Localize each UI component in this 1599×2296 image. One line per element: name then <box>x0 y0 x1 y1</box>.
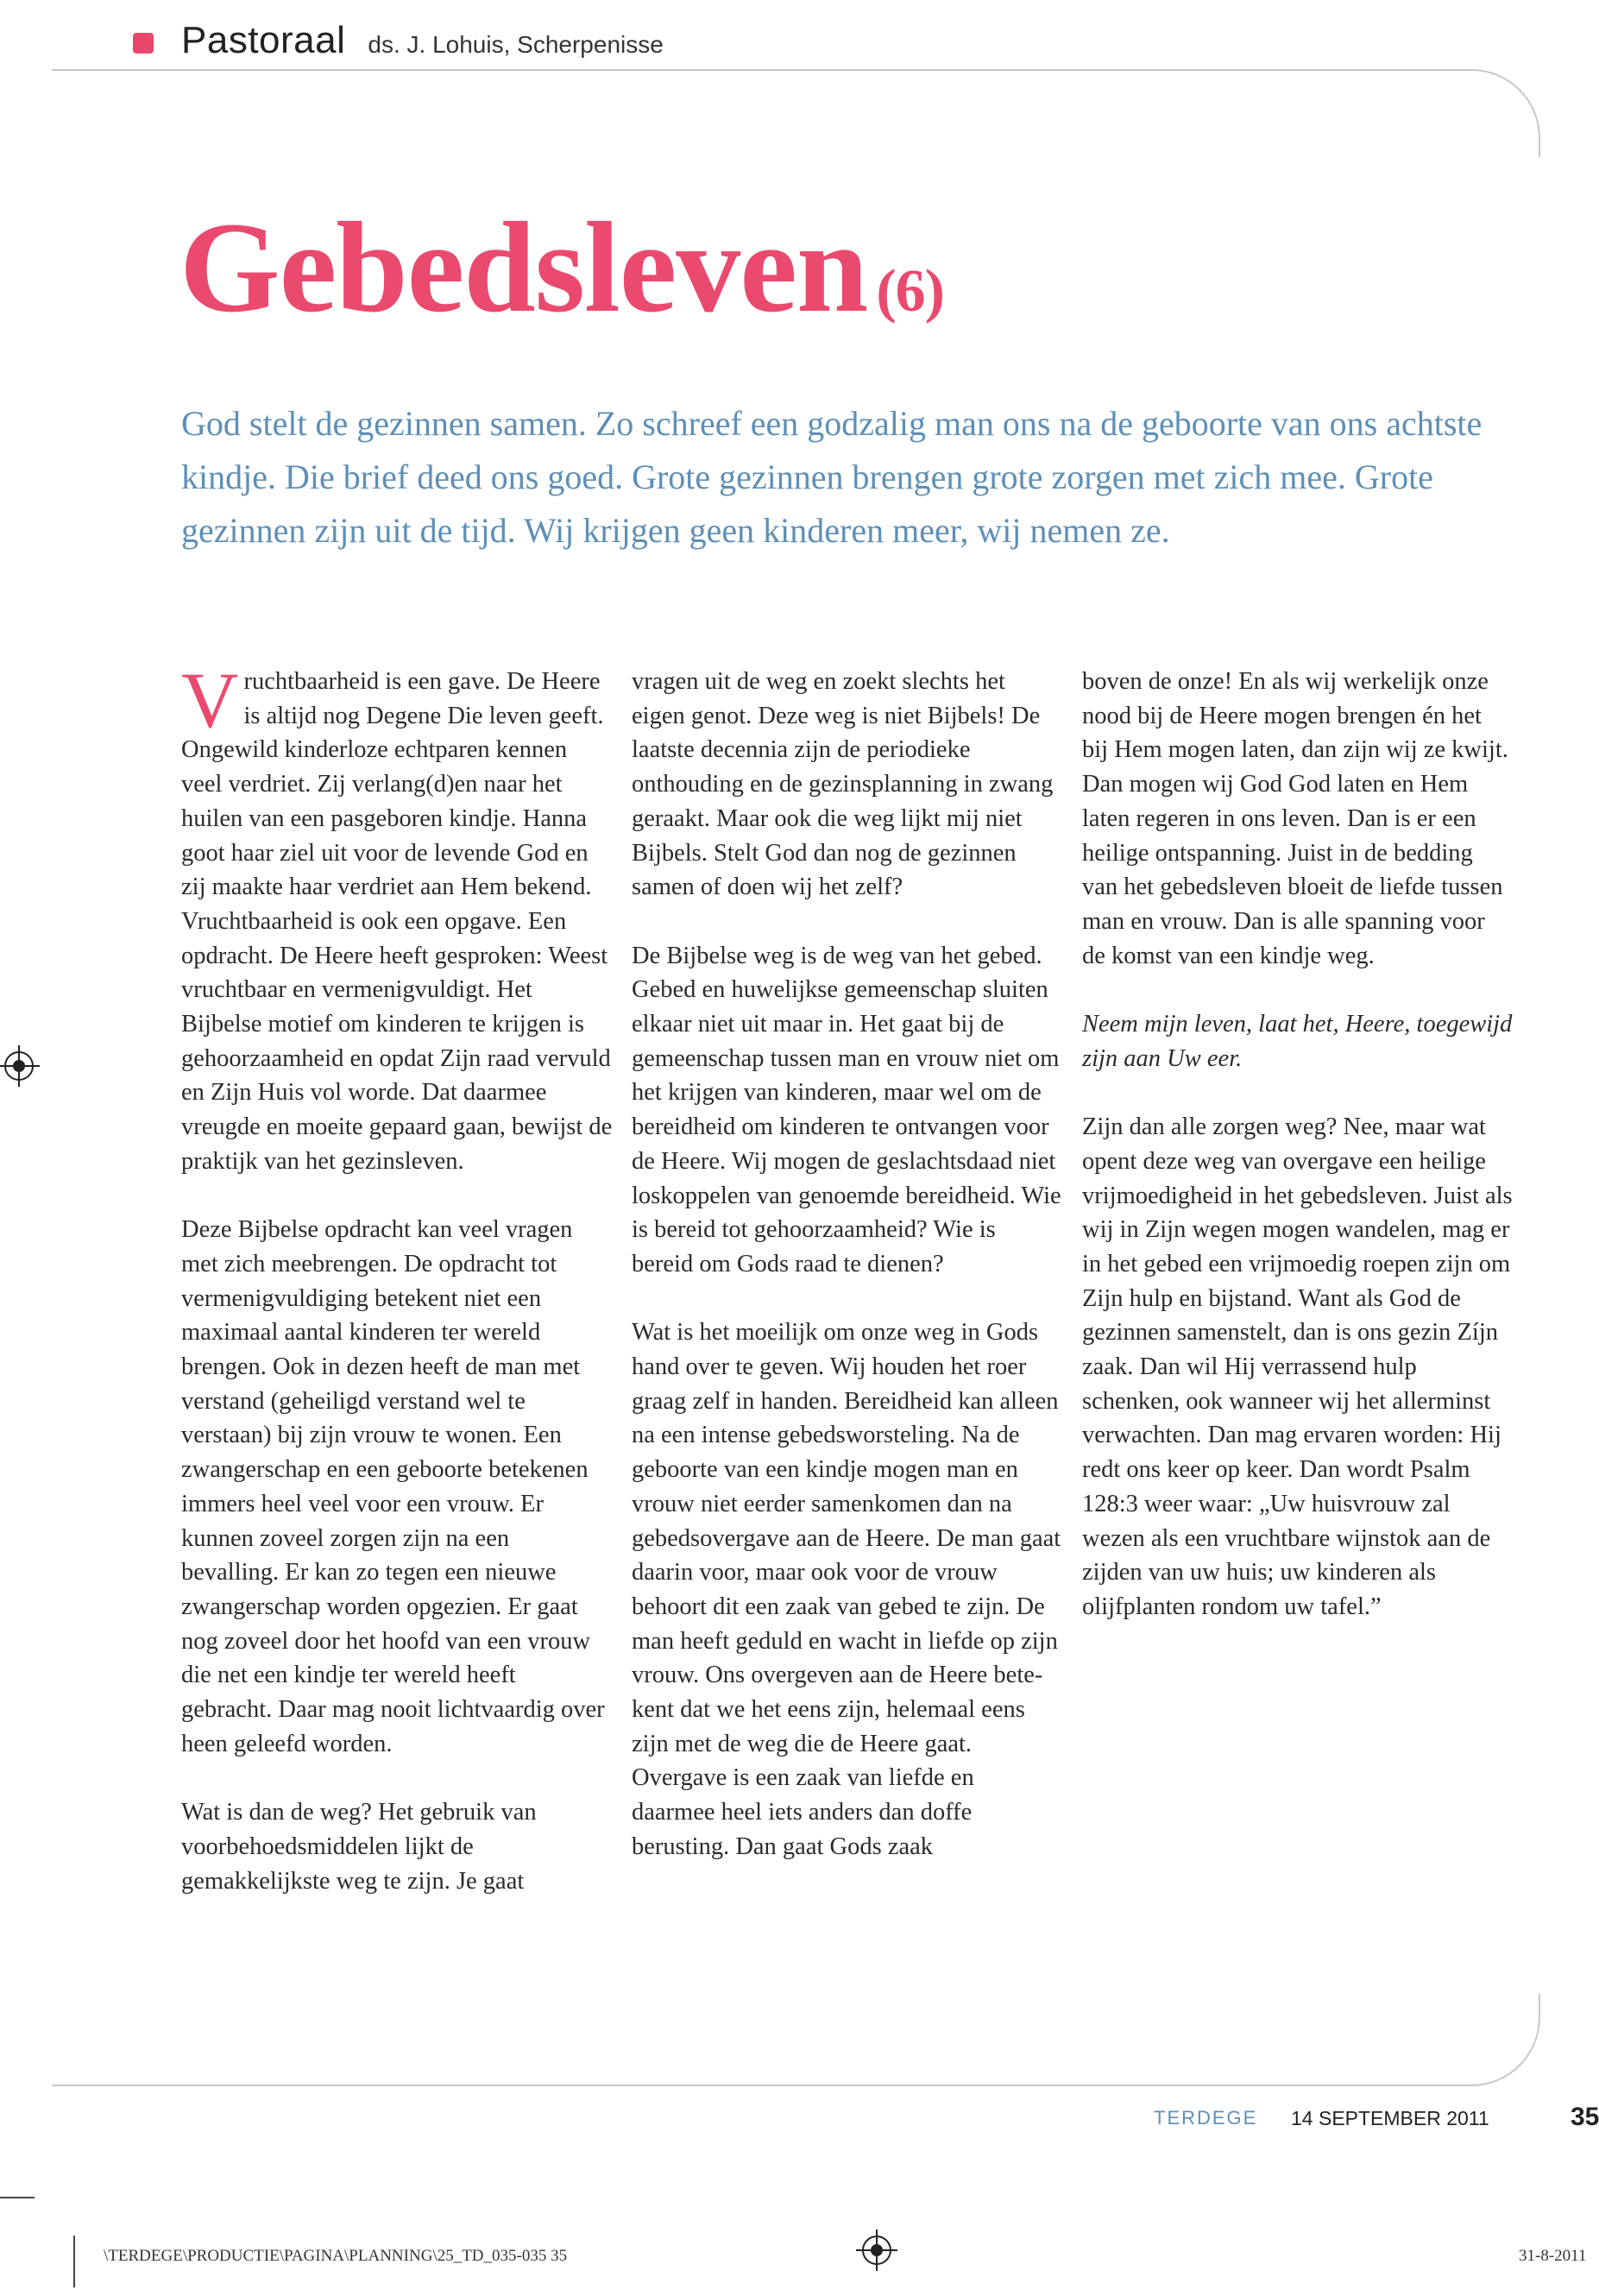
title-number: (6) <box>876 258 944 325</box>
author-byline: ds. J. Lohuis, Scherpenisse <box>368 31 664 58</box>
paragraph: Vruchtbaarheid is ook een opgave. Een opdracht. De Heere heeft gesproken: Weest vruchtbaar en vermenigvuldigt. Het Bijbelse motief om kinderen te krijgen is gehoorzaamheid en opdat Zijn raad vervuld en Zijn Huis vol worde. Dat daarmee vreugde en moeite gepaard gaan, bewijst de praktijk van het gezinsleven. <box>181 907 613 1175</box>
page-frame-top <box>52 69 1540 157</box>
paragraph: De Bijbelse weg is de weg van het gebed. Gebed en huwelijkse gemeenschap sluiten elkaar niet uit maar in. Het gaat bij de gemeenschap tussen man en vrouw niet om het krijgen van kinderen, maar wel om de bereidheid om kinderen te ontvangen voor de Heere. Wij mogen de geslachtsdaad niet loskoppelen van genoemde bereidheid. Wie is bereid tot gehoorzaamheid? Wie is bereid om Gods raad te dienen? <box>632 942 1061 1277</box>
paragraph: boven de onze! En als wij werkelijk onze nood bij de Heere mogen brengen én het bij Hem mogen laten, dan zijn wij ze kwijt. Dan mogen wij God God laten en Hem laten regeren in ons leven. Dan is er een heilige ontspanning. Juist in de bedding van het gebedsleven bloeit de liefde tussen man en vrouw. Dan is alle spanning voor de komst van een kindje weg. <box>1082 668 1508 969</box>
issue-date: 14 SEPTEMBER 2011 <box>1291 2107 1489 2129</box>
registration-mark-icon <box>862 2236 891 2265</box>
paragraph: Wat is dan de weg? Het gebruik van voorbehoedsmiddelen lijkt de gemakkelijkste weg te zijn. Je gaat <box>181 1799 537 1895</box>
article-title <box>179 196 944 339</box>
title-text: Gebedsleven <box>179 196 868 339</box>
crop-mark <box>0 2197 35 2198</box>
paragraph: Wat is het moeilijk om onze weg in Gods hand over te geven. Wij houden het roer graag zelf in handen. Bereidheid kan alleen na een intense gebedsworsteling. Na de geboorte van een kindje mogen man en vrouw niet eerder samenkomen dan na gebedsovergave aan de Heere. De man gaat daarin voor, maar ook voor de vrouw behoort dit een zaak van gebed te zijn. De man heeft geduld en wacht in liefde op zijn vrouw. Ons overgeven aan de Heere betekent dat we het eens zijn, helemaal eens zijn met de weg die de Heere gaat. Overgave is een zaak van liefde en daarmee heel iets anders dan doffe berusting. Dan gaat Gods zaak <box>632 1319 1061 1860</box>
text-column-3 <box>1082 665 1514 1624</box>
page-frame-bottom <box>52 1994 1540 2086</box>
page-footer <box>1074 2103 1599 2138</box>
print-slug-date: 31-8-2011 <box>1519 2247 1587 2265</box>
paragraph: Vruchtbaarheid is een gave. De Heere is altijd nog Degene Die leven geeft. Ongewild kinderloze echtparen kennen veel verdriet. Zij verlang(d)en naar het huilen van een pasgeboren kindje. Hanna goot haar ziel uit voor de levende God en zij maakte haar verdriet aan Hem bekend. <box>181 656 604 901</box>
paragraph: vragen uit de weg en zoekt slechts het eigen genot. Deze weg is niet Bijbels! De laatste decennia zijn de periodieke onthouding en de gezinsplanning in zwang geraakt. Maar ook die weg lijkt mij niet Bijbels. Stelt God dan nog de gezinnen samen of doen wij het zelf? <box>632 668 1054 901</box>
page-header <box>129 19 664 67</box>
paragraph: Zijn dan alle zorgen weg? Nee, maar wat opent deze weg van overgave een heilige vrijmoedigheid in het gebedsleven. Juist als wij in Zijn wegen mogen wandelen, mag er in het gebed een vrijmoedig roepen zijn om Zijn hulp en bijstand. Want als God de gezinnen samenstelt, dan is ons gezin Zíjn zaak. Dan wil Hij verrassend hulp schenken, ook wanneer wij het allerminst verwachten. Dan mag ervaren worden: Hij redt ons keer op keer. Dan wordt Psalm 128:3 weer waar: „Uw huisvrouw zal wezen als een vruchtbare wijnstok aan de zijden van uw huis; uw kinderen als olijfplanten rondom uw tafel.” <box>1082 1113 1513 1620</box>
crop-mark <box>73 2236 75 2287</box>
section-marker-icon <box>133 33 154 54</box>
page-number: 35 <box>1571 2103 1599 2131</box>
article-intro: God stelt de gezinnen samen. Zo schreef een godzalig man ons na de geboorte van ons achtste kindje. Die brief deed ons goed. Grote gezinnen brengen grote zorgen met zich mee. Grote gezinnen zijn uit de tijd. Wij krijgen geen kinderen meer, wij nemen ze. <box>181 404 1483 550</box>
text-column-1 <box>181 656 613 1898</box>
magazine-name: TERDEGE <box>1154 2107 1258 2129</box>
paragraph: Deze Bijbelse opdracht kan veel vragen met zich meebrengen. De opdracht tot vermenigvuldiging betekent niet een maximaal aantal kinderen ter wereld brengen. Ook in dezen heeft de man met verstand (geheiligd verstand wel te verstaan) bij zijn vrouw te wonen. Een zwangerschap en een geboorte betekenen immers heel veel voor een vrouw. Er kunnen zoveel zorgen zijn na een bevalling. Er kan zo tegen een nieuwe zwangerschap worden opgezien. Er gaat nog zoveel door het hoofd van een vrouw die net een kindje ter wereld heeft gebracht. Daar mag nooit lichtvaardig over heen geleefd worden. <box>181 1216 605 1757</box>
registration-mark-icon <box>4 1051 34 1081</box>
print-slug-path: \TERDEGE\PRODUCTIE\PAGINA\PLANNING\25_TD_035-035 35 <box>104 2247 568 2265</box>
text-column-2 <box>632 665 1063 1864</box>
section-label: Pastoraal <box>181 19 346 61</box>
quote-lines: Neem mijn leven, laat het, Heere, toegewijd zijn aan Uw eer. <box>1082 1011 1513 1072</box>
drop-cap: V <box>181 656 239 744</box>
